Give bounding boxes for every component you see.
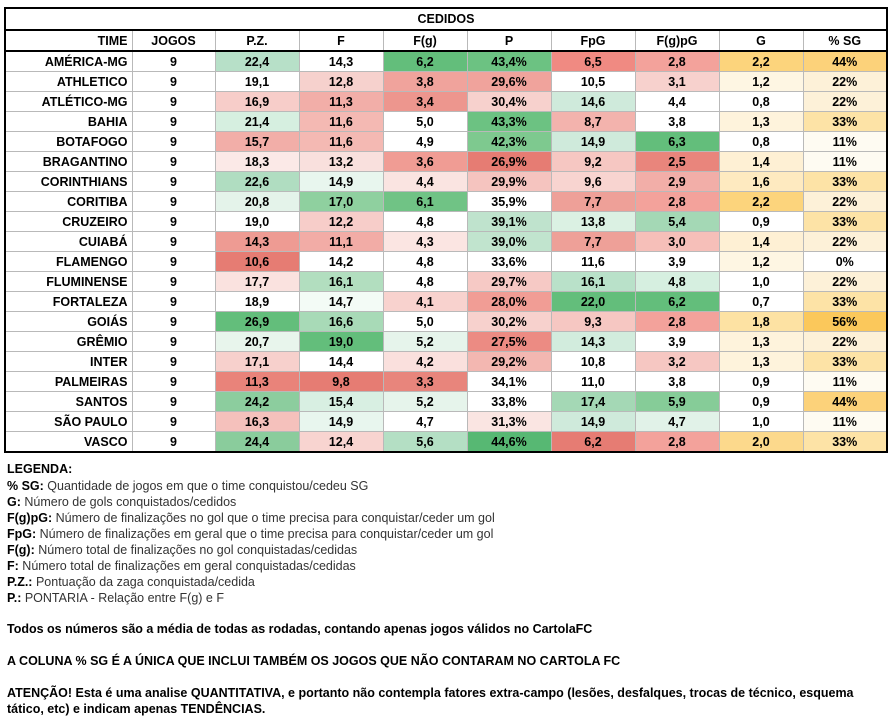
stat-cell-pz: 17,7 [215, 272, 299, 292]
stat-cell-f: 17,0 [299, 192, 383, 212]
table-row [5, 132, 887, 152]
stat-cell-f: 14,4 [299, 352, 383, 372]
stat-cell-p: 28,0% [467, 292, 551, 312]
stat-cell-sg: 11% [803, 132, 887, 152]
legend-item [7, 510, 885, 526]
table-row [5, 332, 887, 352]
stat-cell-fpg: 9,2 [551, 152, 635, 172]
stat-cell-fgpg: 2,9 [635, 172, 719, 192]
stat-cell-p: 43,4% [467, 51, 551, 72]
stat-cell-fpg: 22,0 [551, 292, 635, 312]
stat-cell-fgpg: 3,9 [635, 332, 719, 352]
stat-cell-p: 44,6% [467, 432, 551, 453]
team-name-cell: GOIÁS [5, 312, 132, 332]
table-row [5, 212, 887, 232]
legend-key: % SG: [7, 479, 44, 493]
legend-key: F: [7, 559, 19, 573]
stat-cell-jogos: 9 [132, 152, 215, 172]
stat-cell-p: 29,2% [467, 352, 551, 372]
stat-cell-jogos: 9 [132, 332, 215, 352]
stat-cell-fpg: 10,5 [551, 72, 635, 92]
stat-cell-fgpg: 3,2 [635, 352, 719, 372]
stat-cell-f: 12,4 [299, 432, 383, 453]
column-header: FpG [551, 30, 635, 51]
stat-cell-pz: 22,4 [215, 51, 299, 72]
stat-cell-fgpg: 3,1 [635, 72, 719, 92]
team-name-cell: SANTOS [5, 392, 132, 412]
note-sg: A COLUNA % SG É A ÚNICA QUE INCLUI TAMBÉM OS JOGOS QUE NÃO CONTARAM NO CARTOLA FC [7, 654, 621, 668]
stat-cell-fpg: 10,8 [551, 352, 635, 372]
stat-cell-f: 14,3 [299, 51, 383, 72]
stat-cell-fgpg: 3,9 [635, 252, 719, 272]
stat-cell-jogos: 9 [132, 412, 215, 432]
stat-cell-jogos: 9 [132, 312, 215, 332]
legend-key: P.: [7, 591, 22, 605]
stat-cell-fpg: 7,7 [551, 232, 635, 252]
stat-cell-p: 39,1% [467, 212, 551, 232]
stat-cell-pz: 10,6 [215, 252, 299, 272]
stat-cell-f: 16,1 [299, 272, 383, 292]
stat-cell-fgpg: 6,2 [635, 292, 719, 312]
stat-cell-f: 12,8 [299, 72, 383, 92]
legend-item [7, 542, 885, 558]
stat-cell-pz: 14,3 [215, 232, 299, 252]
stat-cell-fg: 6,1 [383, 192, 467, 212]
stat-cell-sg: 33% [803, 112, 887, 132]
stat-cell-jogos: 9 [132, 192, 215, 212]
stat-cell-p: 29,7% [467, 272, 551, 292]
team-name-cell: AMÉRICA-MG [5, 51, 132, 72]
stat-cell-g: 1,8 [719, 312, 803, 332]
legend-item [7, 526, 885, 542]
legend [7, 461, 885, 717]
stat-cell-fpg: 8,7 [551, 112, 635, 132]
stat-cell-f: 14,7 [299, 292, 383, 312]
table-row [5, 172, 887, 192]
stat-cell-f: 13,2 [299, 152, 383, 172]
table-row [5, 152, 887, 172]
stat-cell-f: 11,6 [299, 112, 383, 132]
stat-cell-fg: 3,4 [383, 92, 467, 112]
stat-cell-p: 30,4% [467, 92, 551, 112]
stat-cell-pz: 17,1 [215, 352, 299, 372]
stat-cell-jogos: 9 [132, 72, 215, 92]
stat-cell-fg: 4,7 [383, 412, 467, 432]
stat-cell-p: 31,3% [467, 412, 551, 432]
stat-cell-pz: 18,9 [215, 292, 299, 312]
stat-cell-fpg: 7,7 [551, 192, 635, 212]
table-row [5, 312, 887, 332]
team-name-cell: CORINTHIANS [5, 172, 132, 192]
stat-cell-sg: 33% [803, 292, 887, 312]
stat-cell-jogos: 9 [132, 352, 215, 372]
stat-cell-g: 2,2 [719, 192, 803, 212]
stat-cell-pz: 15,7 [215, 132, 299, 152]
stat-cell-sg: 44% [803, 51, 887, 72]
team-name-cell: SÃO PAULO [5, 412, 132, 432]
legend-description: Número de gols conquistados/cedidos [20, 495, 237, 509]
team-name-cell: FLAMENGO [5, 252, 132, 272]
stat-cell-sg: 56% [803, 312, 887, 332]
legend-description: Número total de finalizações no gol conquistadas/cedidas [34, 543, 358, 557]
stat-cell-fgpg: 5,9 [635, 392, 719, 412]
stat-cell-p: 42,3% [467, 132, 551, 152]
table-row [5, 232, 887, 252]
header-row [5, 30, 887, 51]
stat-cell-fgpg: 4,8 [635, 272, 719, 292]
stat-cell-p: 29,9% [467, 172, 551, 192]
note-attention: ATENÇÃO! Esta é uma analise QUANTITATIVA, e portanto não contempla fatores extra-campo (lesões, desfalques, trocas de técnico, esquema tático, etc) e indicam apenas TENDÊNCIAS. [7, 686, 854, 716]
stat-cell-sg: 22% [803, 272, 887, 292]
team-name-cell: PALMEIRAS [5, 372, 132, 392]
stat-cell-g: 1,6 [719, 172, 803, 192]
stat-cell-fpg: 11,0 [551, 372, 635, 392]
stat-cell-fg: 4,1 [383, 292, 467, 312]
stat-cell-fpg: 6,5 [551, 51, 635, 72]
stat-cell-fgpg: 4,7 [635, 412, 719, 432]
stat-cell-fgpg: 3,8 [635, 112, 719, 132]
stat-cell-jogos: 9 [132, 92, 215, 112]
team-name-cell: ATHLETICO [5, 72, 132, 92]
stat-cell-jogos: 9 [132, 392, 215, 412]
table-row [5, 392, 887, 412]
stat-cell-g: 1,0 [719, 272, 803, 292]
table-row [5, 272, 887, 292]
stat-cell-f: 16,6 [299, 312, 383, 332]
stat-cell-sg: 33% [803, 352, 887, 372]
stat-cell-jogos: 9 [132, 132, 215, 152]
column-header: JOGOS [132, 30, 215, 51]
column-header: % SG [803, 30, 887, 51]
table-row [5, 352, 887, 372]
stat-cell-fgpg: 3,0 [635, 232, 719, 252]
table-row [5, 292, 887, 312]
stat-cell-sg: 22% [803, 92, 887, 112]
stat-cell-f: 14,9 [299, 172, 383, 192]
stat-cell-fg: 4,3 [383, 232, 467, 252]
stat-cell-sg: 0% [803, 252, 887, 272]
legend-description: Pontuação da zaga conquistada/cedida [32, 575, 255, 589]
stat-cell-fpg: 13,8 [551, 212, 635, 232]
stat-cell-jogos: 9 [132, 292, 215, 312]
legend-description: Número de finalizações no gol que o time precisa para conquistar/ceder um gol [52, 511, 495, 525]
stat-cell-g: 1,3 [719, 112, 803, 132]
column-header: F(g)pG [635, 30, 719, 51]
column-header: F(g) [383, 30, 467, 51]
stat-cell-fpg: 14,6 [551, 92, 635, 112]
stat-cell-p: 27,5% [467, 332, 551, 352]
stat-cell-fgpg: 2,8 [635, 51, 719, 72]
team-name-cell: ATLÉTICO-MG [5, 92, 132, 112]
stat-cell-fpg: 9,6 [551, 172, 635, 192]
stat-cell-fgpg: 6,3 [635, 132, 719, 152]
stat-cell-sg: 33% [803, 432, 887, 453]
stat-cell-g: 1,3 [719, 352, 803, 372]
stat-cell-pz: 21,4 [215, 112, 299, 132]
stat-cell-jogos: 9 [132, 432, 215, 453]
legend-key: P.Z.: [7, 575, 33, 589]
stat-cell-g: 0,8 [719, 92, 803, 112]
stat-cell-pz: 20,7 [215, 332, 299, 352]
team-name-cell: BRAGANTINO [5, 152, 132, 172]
stat-cell-f: 11,1 [299, 232, 383, 252]
legend-key: G: [7, 495, 21, 509]
table-row [5, 412, 887, 432]
stat-cell-f: 11,6 [299, 132, 383, 152]
stat-cell-sg: 33% [803, 172, 887, 192]
legend-item [7, 494, 885, 510]
stat-cell-jogos: 9 [132, 172, 215, 192]
table-row [5, 92, 887, 112]
stat-cell-jogos: 9 [132, 252, 215, 272]
column-header: G [719, 30, 803, 51]
legend-title: LEGENDA: [7, 462, 73, 476]
stat-cell-sg: 22% [803, 232, 887, 252]
stat-cell-fg: 5,6 [383, 432, 467, 453]
stat-cell-g: 2,2 [719, 51, 803, 72]
stat-cell-fpg: 9,3 [551, 312, 635, 332]
stat-cell-pz: 19,1 [215, 72, 299, 92]
legend-item [7, 574, 885, 590]
column-header: P [467, 30, 551, 51]
stat-cell-fgpg: 5,4 [635, 212, 719, 232]
column-header: TIME [5, 30, 132, 51]
stat-cell-fgpg: 2,8 [635, 192, 719, 212]
stat-cell-g: 1,0 [719, 412, 803, 432]
team-name-cell: CRUZEIRO [5, 212, 132, 232]
stat-cell-g: 0,9 [719, 392, 803, 412]
stat-cell-jogos: 9 [132, 51, 215, 72]
stat-cell-f: 9,8 [299, 372, 383, 392]
column-header: F [299, 30, 383, 51]
team-name-cell: FORTALEZA [5, 292, 132, 312]
stat-cell-g: 1,2 [719, 72, 803, 92]
stat-cell-fg: 5,0 [383, 112, 467, 132]
stat-cell-fg: 5,0 [383, 312, 467, 332]
team-name-cell: VASCO [5, 432, 132, 453]
stat-cell-sg: 22% [803, 72, 887, 92]
stat-cell-jogos: 9 [132, 272, 215, 292]
stat-cell-p: 39,0% [467, 232, 551, 252]
stat-cell-g: 0,8 [719, 132, 803, 152]
stat-cell-jogos: 9 [132, 372, 215, 392]
stat-cell-g: 1,3 [719, 332, 803, 352]
stat-cell-fg: 5,2 [383, 392, 467, 412]
stat-cell-p: 33,8% [467, 392, 551, 412]
legend-item [7, 558, 885, 574]
legend-description: Número total de finalizações em geral conquistadas/cedidas [18, 559, 356, 573]
stat-cell-fgpg: 4,4 [635, 92, 719, 112]
stat-cell-g: 0,9 [719, 372, 803, 392]
stat-cell-sg: 33% [803, 212, 887, 232]
team-name-cell: CUIABÁ [5, 232, 132, 252]
stat-cell-pz: 19,0 [215, 212, 299, 232]
legend-key: FpG: [7, 527, 37, 541]
stat-cell-fg: 5,2 [383, 332, 467, 352]
stat-cell-f: 12,2 [299, 212, 383, 232]
stat-cell-sg: 11% [803, 372, 887, 392]
stat-cell-p: 26,9% [467, 152, 551, 172]
note-average: Todos os números são a média de todas as rodadas, contando apenas jogos válidos no CartolaFC [7, 622, 593, 636]
stat-cell-pz: 24,2 [215, 392, 299, 412]
legend-key: F(g): [7, 543, 35, 557]
stat-cell-sg: 44% [803, 392, 887, 412]
team-name-cell: BAHIA [5, 112, 132, 132]
stat-cell-f: 19,0 [299, 332, 383, 352]
table-row [5, 112, 887, 132]
stat-cell-fg: 4,8 [383, 252, 467, 272]
stat-cell-p: 35,9% [467, 192, 551, 212]
stat-cell-fpg: 16,1 [551, 272, 635, 292]
stat-cell-p: 43,3% [467, 112, 551, 132]
stat-cell-fg: 4,2 [383, 352, 467, 372]
column-header: P.Z. [215, 30, 299, 51]
stat-cell-p: 30,2% [467, 312, 551, 332]
stat-cell-g: 1,4 [719, 232, 803, 252]
stat-cell-fpg: 17,4 [551, 392, 635, 412]
stat-cell-g: 1,2 [719, 252, 803, 272]
stat-cell-pz: 11,3 [215, 372, 299, 392]
stat-cell-fg: 4,8 [383, 272, 467, 292]
legend-key: F(g)pG: [7, 511, 53, 525]
table-title: CEDIDOS [5, 8, 887, 30]
stat-cell-fpg: 14,9 [551, 412, 635, 432]
team-name-cell: BOTAFOGO [5, 132, 132, 152]
stat-cell-fgpg: 3,8 [635, 372, 719, 392]
stat-cell-pz: 16,3 [215, 412, 299, 432]
stat-cell-fg: 4,9 [383, 132, 467, 152]
legend-description: Número de finalizações em geral que o time precisa para conquistar/ceder um gol [36, 527, 494, 541]
stat-cell-sg: 22% [803, 332, 887, 352]
stats-table [4, 7, 888, 453]
team-name-cell: INTER [5, 352, 132, 372]
legend-description: PONTARIA - Relação entre F(g) e F [21, 591, 224, 605]
stat-cell-f: 14,9 [299, 412, 383, 432]
table-row [5, 432, 887, 453]
stat-cell-jogos: 9 [132, 232, 215, 252]
stat-cell-pz: 18,3 [215, 152, 299, 172]
stat-cell-p: 33,6% [467, 252, 551, 272]
stat-cell-fg: 4,8 [383, 212, 467, 232]
stat-cell-fg: 3,8 [383, 72, 467, 92]
stat-cell-jogos: 9 [132, 212, 215, 232]
stat-cell-g: 0,7 [719, 292, 803, 312]
stat-cell-pz: 26,9 [215, 312, 299, 332]
stat-cell-f: 14,2 [299, 252, 383, 272]
stat-cell-f: 15,4 [299, 392, 383, 412]
team-name-cell: GRÊMIO [5, 332, 132, 352]
stat-cell-g: 1,4 [719, 152, 803, 172]
table-row [5, 72, 887, 92]
stat-cell-fpg: 14,9 [551, 132, 635, 152]
stat-cell-fgpg: 2,8 [635, 312, 719, 332]
stat-cell-pz: 20,8 [215, 192, 299, 212]
stat-cell-sg: 11% [803, 152, 887, 172]
stat-cell-fpg: 11,6 [551, 252, 635, 272]
stat-cell-g: 2,0 [719, 432, 803, 453]
stat-cell-pz: 24,4 [215, 432, 299, 453]
table-row [5, 192, 887, 212]
legend-item [7, 478, 885, 494]
stat-cell-fpg: 6,2 [551, 432, 635, 453]
stat-cell-fg: 6,2 [383, 51, 467, 72]
table-row [5, 372, 887, 392]
stat-cell-sg: 11% [803, 412, 887, 432]
legend-item [7, 590, 885, 606]
stat-cell-p: 34,1% [467, 372, 551, 392]
team-name-cell: FLUMINENSE [5, 272, 132, 292]
stat-cell-fpg: 14,3 [551, 332, 635, 352]
stat-cell-jogos: 9 [132, 112, 215, 132]
stat-cell-fg: 3,3 [383, 372, 467, 392]
stat-cell-sg: 22% [803, 192, 887, 212]
stat-cell-pz: 22,6 [215, 172, 299, 192]
team-name-cell: CORITIBA [5, 192, 132, 212]
stat-cell-f: 11,3 [299, 92, 383, 112]
stat-cell-p: 29,6% [467, 72, 551, 92]
stat-cell-pz: 16,9 [215, 92, 299, 112]
stat-cell-g: 0,9 [719, 212, 803, 232]
stat-cell-fgpg: 2,5 [635, 152, 719, 172]
table-row [5, 51, 887, 72]
stat-cell-fgpg: 2,8 [635, 432, 719, 453]
stat-cell-fg: 3,6 [383, 152, 467, 172]
stat-cell-fg: 4,4 [383, 172, 467, 192]
table-row [5, 252, 887, 272]
legend-description: Quantidade de jogos em que o time conquistou/cedeu SG [43, 479, 369, 493]
